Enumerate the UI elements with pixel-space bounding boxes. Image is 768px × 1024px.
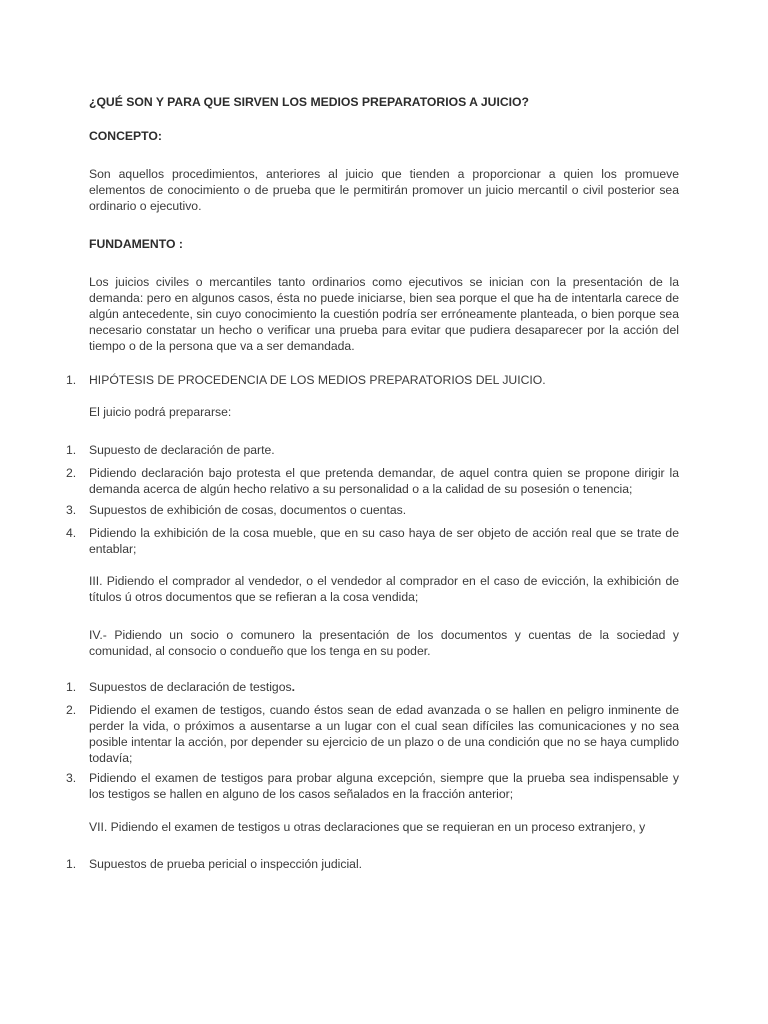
concepto-heading: CONCEPTO:: [89, 129, 162, 143]
section-heading-hipotesis: [66, 372, 679, 388]
list-number: 2.: [66, 703, 77, 717]
list-text: Supuestos de exhibición de cosas, documentos o cuentas.: [89, 503, 407, 517]
concepto-paragraph: Son aquellos procedimientos, anteriores al juicio que tienden a proporcionar a quien los promueve elementos de conocimiento o de prueba que le permitirán promover un juicio mercantil o civil posterior sea ordinario o ejecutivo.: [89, 167, 679, 213]
list-text: Supuestos de prueba pericial o inspección judicial.: [89, 857, 363, 871]
list-text: Pidiendo la exhibición de la cosa mueble, que en su caso haya de ser objeto de acción real que se trate de entablar;: [89, 526, 679, 556]
intro-text: El juicio podrá prepararse:: [89, 405, 232, 419]
list-text: Pidiendo el examen de testigos para probar alguna excepción, siempre que la prueba sea indispensable y los testigos se hallen en alguno de los casos señalados en la fracción anterior;: [89, 771, 679, 801]
list-item: [66, 770, 679, 802]
list-number: 1.: [66, 857, 77, 871]
list-text-wrapper: [89, 679, 679, 695]
list-item: [66, 465, 679, 497]
list-number: 1.: [66, 443, 77, 457]
list-item: [66, 702, 679, 766]
paragraph-iii: III. Pidiendo el comprador al vendedor, o el vendedor al comprador en el caso de evicción, la exhibición de títulos ú otros documentos que se refieran a la cosa vendida;: [89, 574, 679, 604]
list-number: 1.: [66, 373, 77, 387]
list-number: 2.: [66, 466, 77, 480]
page-title: ¿QUÉ SON Y PARA QUE SIRVEN LOS MEDIOS PREPARATORIOS A JUICIO?: [89, 95, 529, 109]
fundamento-paragraph: Los juicios civiles o mercantiles tanto ordinarios como ejecutivos se inician con la presentación de la demanda: pero en algunos casos, ésta no puede iniciarse, bien sea porque el que ha de intentarla carece de algún antecedente, sin cuyo conocimiento la cuestión podría ser erróneamente planteada, o bien porque sea necesario constatar un hecho o verificar una prueba para evitar que pudiera desaparecer por la acción del tiempo o de la persona que va a ser demandada.: [89, 275, 679, 353]
list-number: 3.: [66, 771, 77, 785]
list-item: [66, 856, 679, 872]
list-item: [66, 502, 679, 518]
list-number: 4.: [66, 526, 77, 540]
list-text-suffix: .: [291, 680, 295, 694]
list-text: Pidiendo declaración bajo protesta el que pretenda demandar, de aquel contra quien se propone dirigir la demanda acerca de algún hecho relativo a su personalidad o a la calidad de su posesión o tenencia;: [89, 466, 679, 496]
list-item: [66, 679, 679, 695]
list-text: Pidiendo el examen de testigos, cuando éstos sean de edad avanzada o se hallen en peligro inminente de perder la vida, o próximos a ausentarse a un lugar con el cual sean difíciles las comunicaciones y no sea posible intentar la acción, por depender su ejercicio de un plazo o de una condición que no se haya cumplido todavía;: [89, 703, 679, 765]
list-text: HIPÓTESIS DE PROCEDENCIA DE LOS MEDIOS PREPARATORIOS DEL JUICIO.: [89, 373, 546, 387]
paragraph-iv: IV.- Pidiendo un socio o comunero la presentación de los documentos y cuentas de la sociedad y comunidad, al consocio o condueño que los tenga en su poder.: [89, 628, 679, 658]
fundamento-heading: FUNDAMENTO :: [89, 237, 183, 251]
list-text: Supuesto de declaración de parte.: [89, 443, 275, 457]
list-number: 3.: [66, 503, 77, 517]
list-item: [66, 525, 679, 557]
list-number: 1.: [66, 680, 77, 694]
list-text: Supuestos de declaración de testigos: [89, 680, 292, 694]
paragraph-vii: VII. Pidiendo el examen de testigos u otras declaraciones que se requieran en un proceso extranjero, y: [89, 820, 646, 834]
list-item: [66, 442, 679, 458]
